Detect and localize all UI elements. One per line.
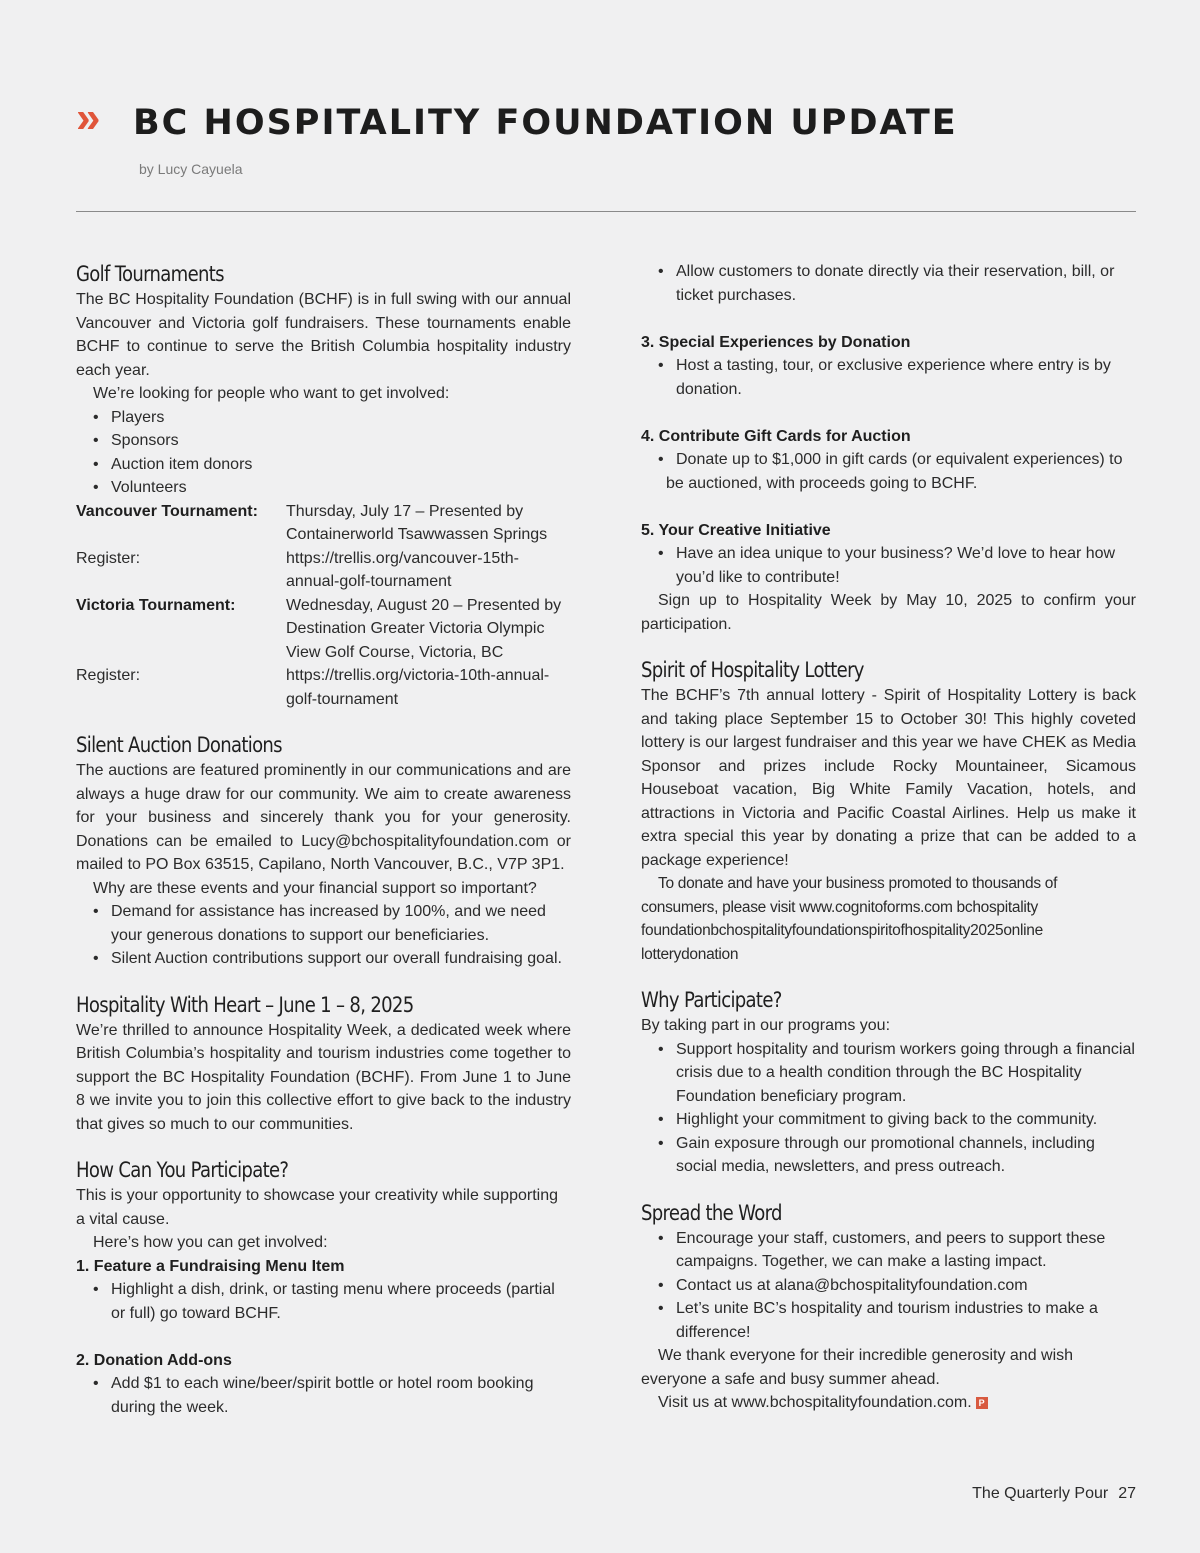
left-column bbox=[76, 260, 571, 1419]
byline: by Lucy Cayuela bbox=[139, 161, 243, 177]
register-label: Register: bbox=[76, 667, 141, 684]
option-2-list-continued bbox=[641, 260, 1136, 307]
option-4-list bbox=[641, 448, 1136, 495]
option-5-list bbox=[641, 542, 1136, 589]
victoria-register-row bbox=[76, 664, 571, 711]
victoria-register-link[interactable]: https://trellis.org/victoria-10th-annual-golf-tournament bbox=[286, 667, 550, 708]
list-item: • Have an idea unique to your business? We’d love to hear how you’d like to contribute! bbox=[641, 542, 1136, 589]
page-footer bbox=[972, 1485, 1136, 1503]
vancouver-tournament-details: Thursday, July 17 – Presented by Containerworld Tsawwassen Springs bbox=[286, 502, 548, 543]
register-label: Register: bbox=[76, 549, 141, 567]
participate-lead: Here’s how you can get involved: bbox=[93, 1234, 328, 1251]
section-heading-golf: Golf Tournaments bbox=[76, 262, 224, 286]
golf-involvement-list bbox=[76, 406, 571, 500]
list-item: • Highlight a dish, drink, or tasting menu where proceeds (partial or full) go toward BCHF. bbox=[76, 1278, 571, 1325]
list-item: • Players bbox=[76, 406, 571, 430]
heart-body: We’re thrilled to announce Hospitality Week, a dedicated week where British Columbia’s hospitality and tourism industries come together to support the BC Hospitality Foundation (BCHF). From June 1 to June 8 we invite you to join this collective effort to give back to the industry that gives so much to our communities. bbox=[76, 1021, 571, 1133]
list-item: • Highlight your commitment to giving back to the community. bbox=[641, 1108, 1136, 1132]
publication-name: The Quarterly Pour bbox=[972, 1485, 1109, 1502]
visit-line bbox=[641, 1391, 1136, 1415]
option-5-heading: 5. Your Creative Initiative bbox=[641, 521, 831, 539]
option-1-heading: 1. Feature a Fundraising Menu Item bbox=[76, 1257, 345, 1275]
why-list bbox=[641, 1038, 1136, 1179]
list-item: • Let’s unite BC’s hospitality and tourism industries to make a difference! bbox=[641, 1297, 1136, 1344]
list-item: • Silent Auction contributions support our overall fundraising goal. bbox=[76, 947, 571, 971]
signup-note: Sign up to Hospitality Week by May 10, 2025 to confirm your participation. bbox=[641, 592, 1136, 633]
lottery-donate: To donate and have your business promoted to thousands of consumers, please visit www.cognitoforms.com bchospitality foundationbchospitalityfoundationspiritofhospitality2025online lotterydonation bbox=[641, 875, 1058, 963]
list-item: • Demand for assistance has increased by 100%, and we need your generous donations to support our beneficiaries. bbox=[76, 900, 571, 947]
vancouver-tournament-label: Vancouver Tournament: bbox=[76, 502, 258, 520]
list-item: • Donate up to $1,000 in gift cards (or equivalent experiences) to bbox=[641, 448, 1136, 472]
list-item: • Encourage your staff, customers, and peers to support these campaigns. Together, we can make a lasting impact. bbox=[641, 1227, 1136, 1274]
option-3-list bbox=[641, 354, 1136, 401]
why-lead: By taking part in our programs you: bbox=[641, 1017, 891, 1034]
list-item: • Sponsors bbox=[76, 429, 571, 453]
auction-list bbox=[76, 900, 571, 971]
section-heading-participate: How Can You Participate? bbox=[76, 1158, 289, 1182]
list-item: • Gain exposure through our promotional channels, including social media, newsletters, and press outreach. bbox=[641, 1132, 1136, 1179]
option-1-list bbox=[76, 1278, 571, 1325]
section-heading-lottery: Spirit of Hospitality Lottery bbox=[641, 658, 864, 682]
golf-intro: The BC Hospitality Foundation (BCHF) is in full swing with our annual Vancouver and Victoria golf fundraisers. These tournaments enable BCHF to continue to serve the British Columbia hospitality industry each year. bbox=[76, 291, 571, 379]
list-item: • Host a tasting, tour, or exclusive experience where entry is by donation. bbox=[641, 354, 1136, 401]
header-divider bbox=[76, 211, 1136, 212]
auction-body: The auctions are featured prominently in our communications and are always a huge draw for our community. We aim to create awareness for your business and sincerely thank you for your generosity. Donations can be emailed to Lucy@bchospitalityfoundation.com or mailed to PO Box 63515, Capilano, North Vancouver, B.C., V7P 3P1. bbox=[76, 762, 571, 873]
list-item: • Volunteers bbox=[76, 476, 571, 500]
vancouver-tournament-row bbox=[76, 500, 571, 547]
right-column bbox=[641, 260, 1136, 1415]
vancouver-register-row bbox=[76, 547, 571, 594]
list-item: • Add $1 to each wine/beer/spirit bottle or hotel room booking during the week. bbox=[76, 1372, 571, 1419]
option-2-heading: 2. Donation Add-ons bbox=[76, 1351, 232, 1369]
spread-list bbox=[641, 1227, 1136, 1345]
list-item: • Contact us at alana@bchospitalityfoundation.com bbox=[641, 1274, 1136, 1298]
option-3-heading: 3. Special Experiences by Donation bbox=[641, 333, 911, 351]
golf-lead: We’re looking for people who want to get involved: bbox=[93, 385, 450, 402]
victoria-tournament-label: Victoria Tournament: bbox=[76, 596, 236, 614]
list-item: • Auction item donors bbox=[76, 453, 571, 477]
list-item: • Support hospitality and tourism workers going through a financial crisis due to a health condition through the BC Hospitality Foundation beneficiary program. bbox=[641, 1038, 1136, 1109]
thanks-note: We thank everyone for their incredible generosity and wish everyone a safe and busy summer ahead. bbox=[641, 1347, 1074, 1388]
section-heading-why: Why Participate? bbox=[641, 988, 782, 1012]
end-mark-icon: P bbox=[976, 1397, 988, 1409]
visit-text: Visit us at www.bchospitalityfoundation.com. bbox=[658, 1394, 972, 1411]
lottery-body: The BCHF’s 7th annual lottery - Spirit of Hospitality Lottery is back and taking place September 15 to October 30! This highly coveted lottery is our largest fundraiser and this year we have CHEK as Media Sponsor and prizes include Rocky Mountaineer, Sicamous Houseboat vacation, Big White Family Vacation, hotels, and attractions in Victoria and Pacific Coastal Airlines. Help us make it extra special this year by donating a prize that can be added to a package experience! bbox=[641, 687, 1136, 869]
option-2-list bbox=[76, 1372, 571, 1419]
section-heading-spread: Spread the Word bbox=[641, 1200, 782, 1225]
participate-body: This is your opportunity to showcase your creativity while supporting a vital cause. bbox=[76, 1187, 558, 1228]
auction-lead: Why are these events and your financial support so important? bbox=[93, 879, 537, 897]
page-title: BC HOSPITALITY FOUNDATION UPDATE bbox=[133, 103, 958, 143]
chevron-icon: » bbox=[76, 93, 97, 142]
victoria-tournament-row bbox=[76, 594, 571, 665]
page-number: 27 bbox=[1118, 1485, 1136, 1502]
option-4-heading: 4. Contribute Gift Cards for Auction bbox=[641, 427, 911, 445]
section-heading-heart: Hospitality With Heart – June 1 – 8, 2025 bbox=[76, 992, 414, 1017]
list-item-continuation: be auctioned, with proceeds going to BCHF. bbox=[666, 474, 978, 492]
victoria-tournament-details: Wednesday, August 20 – Presented by Destination Greater Victoria Olympic View Golf Course, Victoria, BC bbox=[286, 596, 562, 661]
section-heading-auction: Silent Auction Donations bbox=[76, 733, 282, 757]
vancouver-register-link[interactable]: https://trellis.org/vancouver-15th-annual-golf-tournament bbox=[286, 549, 519, 590]
list-item: • Allow customers to donate directly via their reservation, bill, or ticket purchases. bbox=[641, 260, 1136, 307]
